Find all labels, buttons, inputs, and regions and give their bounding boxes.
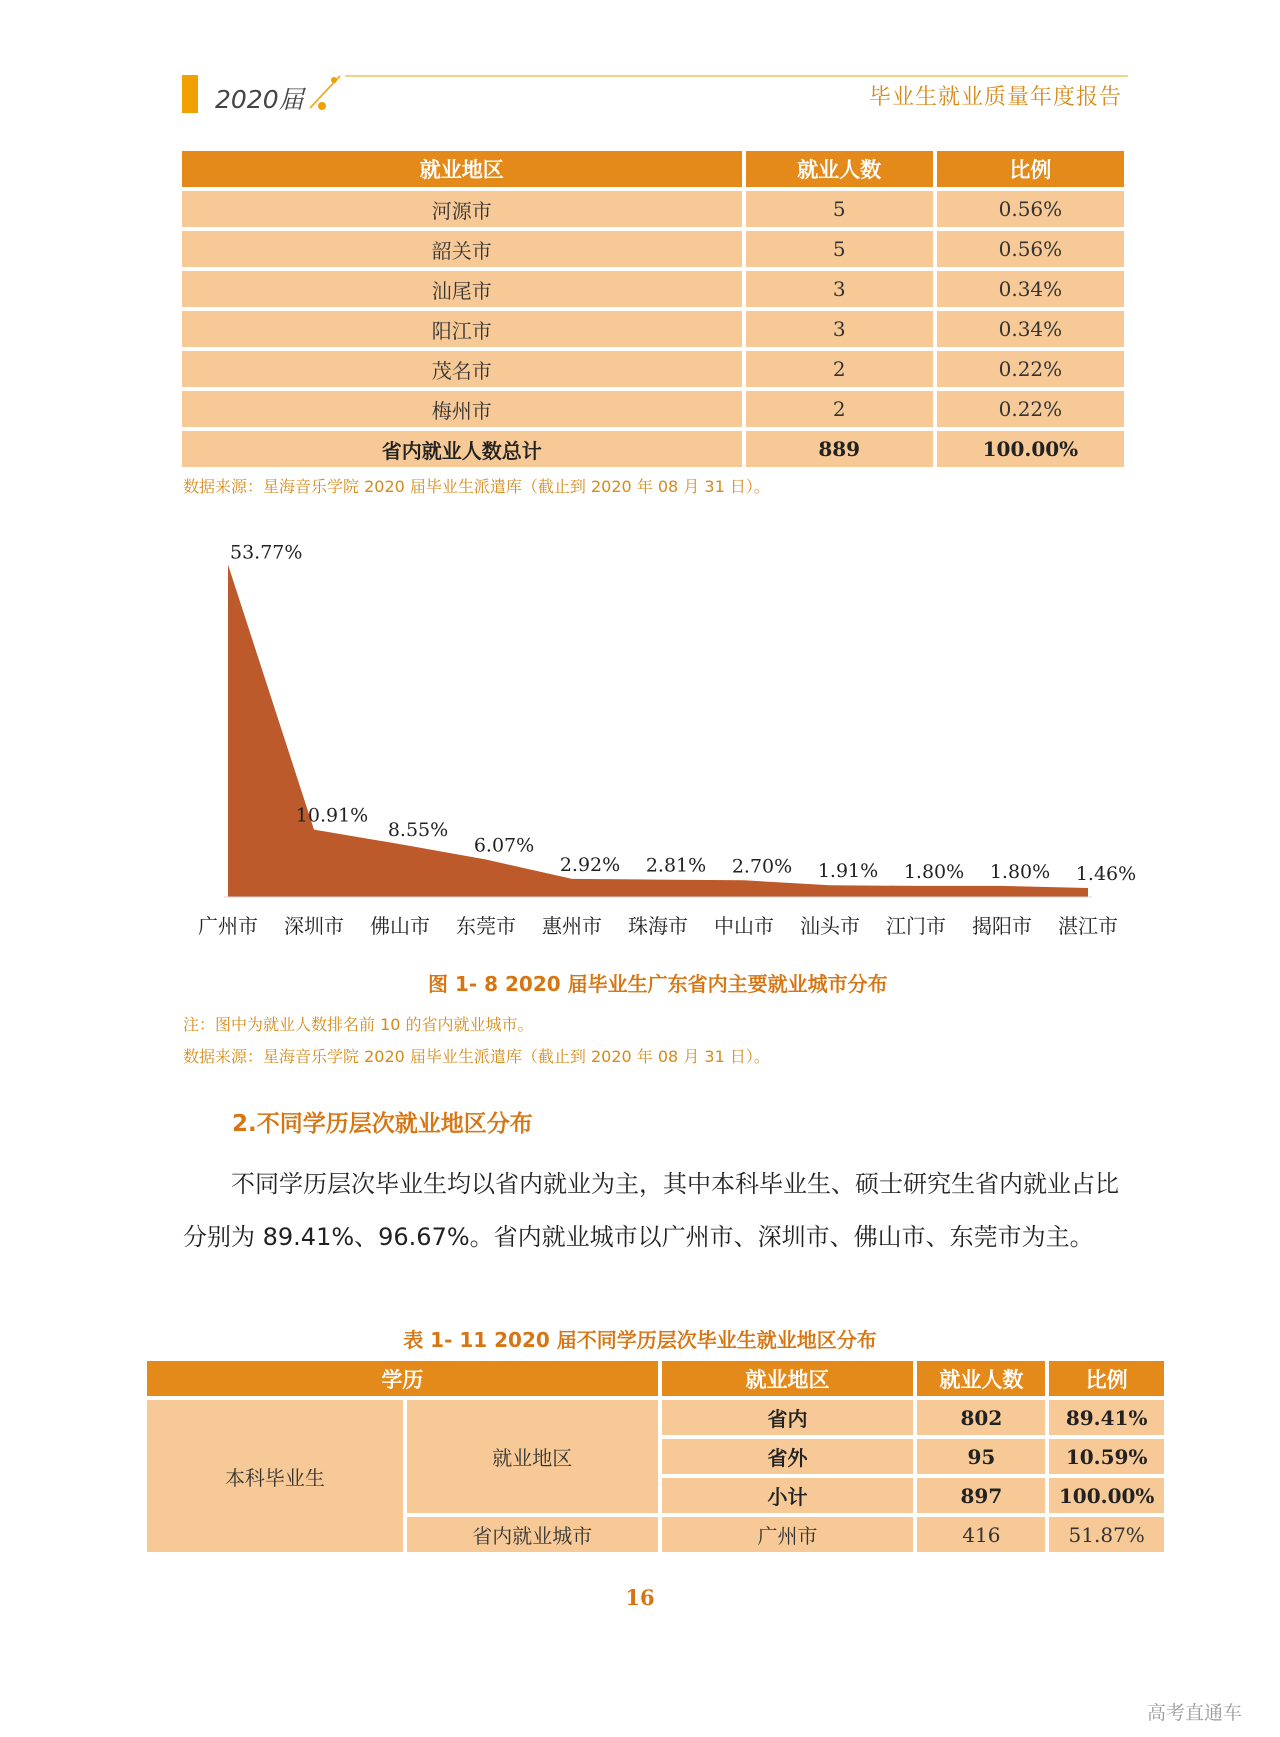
header-title: 毕业生就业质量年度报告 <box>868 85 1122 110</box>
chart-caption: 图 1- 8 2020 届毕业生广东省内主要就业城市分布 <box>428 972 888 996</box>
table-row <box>182 311 1124 347</box>
area-series <box>228 565 1088 897</box>
region-cell: 河源市 <box>182 191 742 227</box>
section-heading: 2.不同学历层次就业地区分布 <box>232 1111 533 1137</box>
header-accent-bar <box>182 75 198 113</box>
ratio-cell: 51.87% <box>1049 1517 1164 1552</box>
table-row <box>182 191 1124 227</box>
ratio-cell: 0.34% <box>937 311 1124 347</box>
category-label: 佛山市 <box>370 914 430 938</box>
count-cell: 5 <box>746 191 933 227</box>
ratio-cell: 100.00% <box>1049 1478 1164 1513</box>
table-row <box>182 271 1124 307</box>
region-cell: 省外 <box>662 1439 914 1474</box>
ratio-cell: 0.34% <box>937 271 1124 307</box>
region-cell: 茂名市 <box>182 351 742 387</box>
column-header: 比例 <box>937 151 1124 187</box>
count-cell: 802 <box>917 1400 1045 1435</box>
column-header: 就业地区 <box>662 1361 914 1396</box>
category-label: 揭阳市 <box>972 914 1032 938</box>
category-label: 珠海市 <box>628 914 688 938</box>
total-count-cell: 889 <box>746 431 933 467</box>
region-cell: 广州市 <box>662 1517 914 1552</box>
table-row <box>147 1400 1164 1435</box>
region-cell: 汕尾市 <box>182 271 742 307</box>
chart-note: 注：图中为就业人数排名前 10 的省内就业城市。 <box>183 1015 534 1034</box>
column-header: 就业人数 <box>746 151 933 187</box>
data-label: 2.70% <box>731 855 793 878</box>
group-cell: 就业地区 <box>407 1400 658 1513</box>
ratio-cell: 10.59% <box>1049 1439 1164 1474</box>
category-label: 江门市 <box>886 914 946 938</box>
category-label: 湛江市 <box>1058 914 1118 938</box>
page-number: 16 <box>625 1585 655 1610</box>
region-cell: 省内 <box>662 1400 914 1435</box>
count-cell: 3 <box>746 271 933 307</box>
total-ratio-cell: 100.00% <box>937 431 1124 467</box>
region-cell: 小计 <box>662 1478 914 1513</box>
ratio-cell: 89.41% <box>1049 1400 1164 1435</box>
ratio-cell: 0.56% <box>937 191 1124 227</box>
ratio-cell: 0.22% <box>937 351 1124 387</box>
count-cell: 2 <box>746 351 933 387</box>
count-cell: 416 <box>917 1517 1045 1552</box>
table-row <box>182 351 1124 387</box>
education-level-cell: 本科毕业生 <box>147 1400 403 1552</box>
section-paragraph: 不同学历层次毕业生均以省内就业为主，其中本科毕业生、硕士研究生省内就业占比分别为 89.41%、96.67%。省内就业城市以广州市、深圳市、佛山市、东莞市为主。 <box>183 1170 1119 1251</box>
category-label: 广州市 <box>198 914 258 938</box>
table1-source-note: 数据来源：星海音乐学院 2020 届毕业生派遣库（截止到 2020 年 08 月 31 日）。 <box>183 477 770 496</box>
data-label: 53.77% <box>230 541 303 564</box>
table-row <box>182 391 1124 427</box>
table-total-row <box>182 431 1124 467</box>
group-cell: 省内就业城市 <box>407 1517 658 1552</box>
employment-region-table <box>178 147 1128 471</box>
column-header: 就业地区 <box>182 151 742 187</box>
data-label: 2.81% <box>645 854 707 877</box>
table2-caption: 表 1- 11 2020 届不同学历层次毕业生就业地区分布 <box>403 1328 877 1352</box>
region-cell: 阳江市 <box>182 311 742 347</box>
city-distribution-chart <box>180 525 1137 955</box>
count-cell: 897 <box>917 1478 1045 1513</box>
column-header: 就业人数 <box>917 1361 1045 1396</box>
table-header-row <box>147 1361 1164 1396</box>
data-label: 1.80% <box>903 860 965 883</box>
region-cell: 韶关市 <box>182 231 742 267</box>
category-label: 中山市 <box>714 914 774 938</box>
data-label: 1.91% <box>817 860 879 883</box>
count-cell: 3 <box>746 311 933 347</box>
header-year: 2020届 <box>215 85 304 114</box>
data-label: 2.92% <box>559 853 621 876</box>
count-cell: 2 <box>746 391 933 427</box>
data-label: 10.91% <box>295 804 369 827</box>
column-header: 比例 <box>1049 1361 1164 1396</box>
category-label: 深圳市 <box>284 914 344 938</box>
watermark: 高考直通车 <box>1146 1702 1242 1724</box>
data-label: 6.07% <box>473 834 535 857</box>
region-cell: 梅州市 <box>182 391 742 427</box>
total-label-cell: 省内就业人数总计 <box>182 431 742 467</box>
table-header-row <box>182 151 1124 187</box>
column-header: 学历 <box>147 1361 658 1396</box>
count-cell: 95 <box>917 1439 1045 1474</box>
category-label: 惠州市 <box>542 914 602 938</box>
education-level-region-table <box>143 1357 1168 1556</box>
data-label: 8.55% <box>387 819 449 842</box>
ratio-cell: 0.56% <box>937 231 1124 267</box>
ratio-cell: 0.22% <box>937 391 1124 427</box>
data-label: 1.46% <box>1075 862 1137 885</box>
chart-source-note: 数据来源：星海音乐学院 2020 届毕业生派遣库（截止到 2020 年 08 月 31 日）。 <box>183 1047 770 1066</box>
category-label: 汕头市 <box>800 914 860 938</box>
table-row <box>182 231 1124 267</box>
category-label: 东莞市 <box>456 914 516 938</box>
data-label: 1.80% <box>989 860 1051 883</box>
count-cell: 5 <box>746 231 933 267</box>
